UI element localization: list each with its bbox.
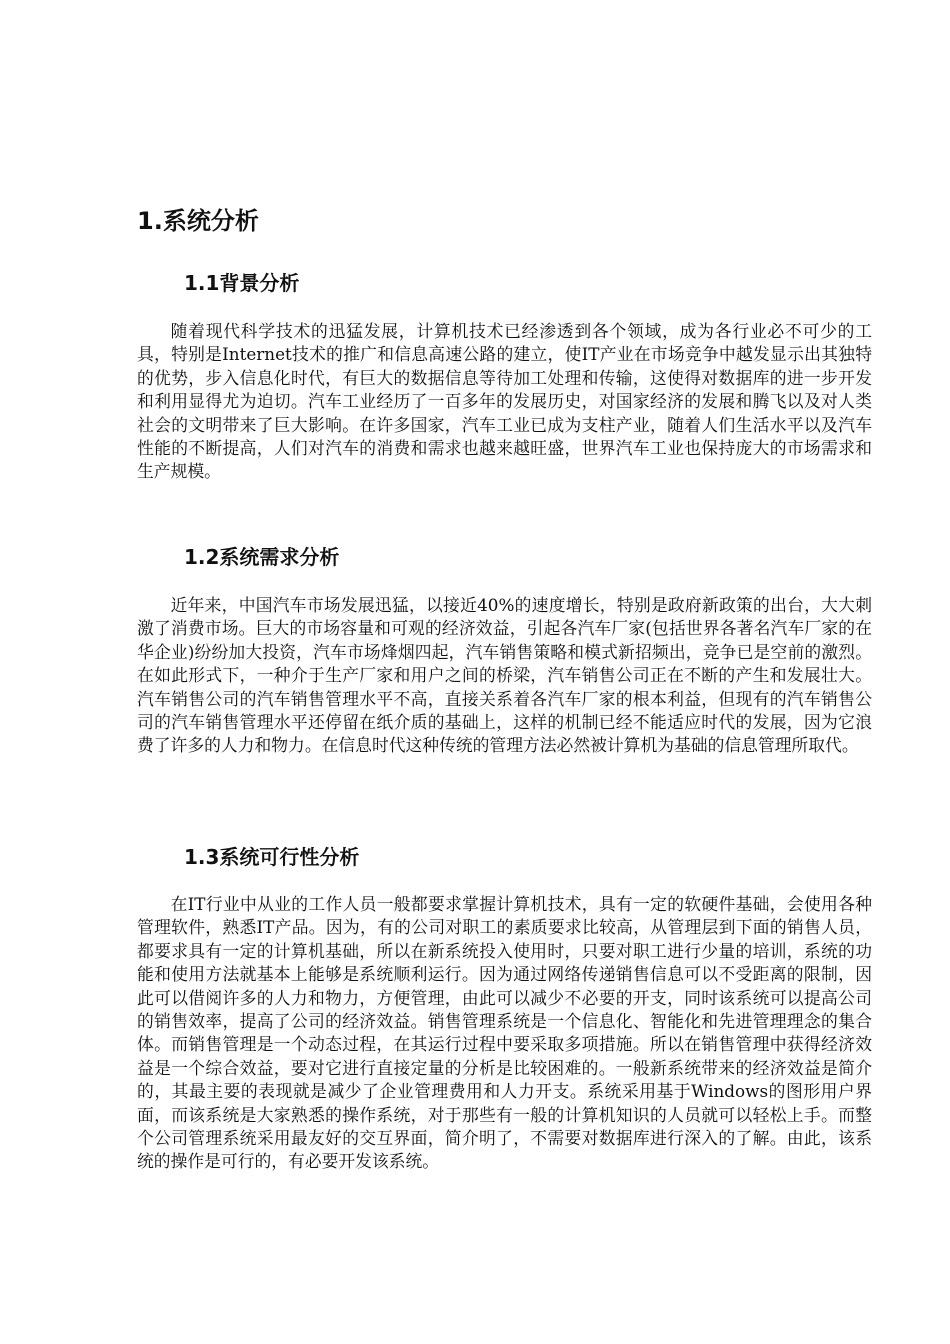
section-body-feasibility: 在IT行业中从业的工作人员一般都要求掌握计算机技术，具有一定的软硬件基础，会使用各种管理软件，熟悉IT产品。因为，有的公司对职工的素质要求比较高，从管理层到下面的销售人员，都要求具有一定的计算机基础，所以在新系统投入使用时，只要对职工进行少量的培训，系统的功能和使用方法就基本上能够是系统顺利运行。因为通过网络传递销售信息可以不受距离的限制，因此可以借阅许多的人力和物力，方便管理，由此可以减少不必要的开支，同时该系统可以提高公司的销售效率，提高了公司的经济效益。销售管理系统是一个信息化、智能化和先进管理理念的集合体。而销售管理是一个动态过程，在其运行过程中要采取多项措施。所以在销售管理中获得经济效益是一个综合效益，要对它进行直接定量的分析是比较困难的。一般新系统带来的经济效益是简介的，其最主要的表现就是减少了企业管理费用和人力开支。系统采用基于Windows的图形用户界面，而该系统是大家熟悉的操作系统，对于那些有一般的计算机知识的人员就可以轻松上手。而整个公司管理系统采用最友好的交互界面，简介明了，不需要对数据库进行深入的了解。由此，该系统的操作是可行的，有必要开发该系统。 xyxy=(137,894,872,1172)
section-body-background: 随着现代科学技术的迅猛发展，计算机技术已经渗透到各个领域，成为各行业必不可少的工具，特别是Internet技术的推广和信息高速公路的建立，使IT产业在市场竞争中越发显示出其独特的优势，步入信息化时代，有巨大的数据信息等待加工处理和传输，这使得对数据库的进一步开发和利用显得尤为迫切。汽车工业经历了一百多年的发展历史，对国家经济的发展和腾飞以及对人类社会的文明带来了巨大影响。在许多国家，汽车工业已成为支柱产业，随着人们生活水平以及汽车性能的不断提高，人们对汽车的消费和需求也越来越旺盛，世界汽车工业也保持庞大的市场需求和生产规模。 xyxy=(137,321,872,482)
chapter-title: 1.系统分析 xyxy=(137,207,259,235)
section-body-requirements: 近年来，中国汽车市场发展迅猛，以接近40%的速度增长，特别是政府新政策的出台，大大刺激了消费市场。巨大的市场容量和可观的经济效益，引起各汽车厂家(包括世界各著名汽车厂家的在华企业)纷纷加大投资，汽车市场烽烟四起，汽车销售策略和模式新招频出，竞争已是空前的激烈。在如此形式下，一种介于生产厂家和用户之间的桥梁，汽车销售公司正在不断的产生和发展壮大。汽车销售公司的汽车销售管理水平不高，直接关系着各汽车厂家的根本利益，但现有的汽车销售公司的汽车销售管理水平还停留在纸介质的基础上，这样的机制已经不能适应时代的发展，因为它浪费了许多的人力和物力。在信息时代这种传统的管理方法必然被计算机为基础的信息管理所取代。 xyxy=(137,595,872,756)
section-heading-background: 1.1背景分析 xyxy=(184,271,300,295)
section-heading-feasibility: 1.3系统可行性分析 xyxy=(184,845,360,869)
section-heading-requirements: 1.2系统需求分析 xyxy=(184,545,340,569)
